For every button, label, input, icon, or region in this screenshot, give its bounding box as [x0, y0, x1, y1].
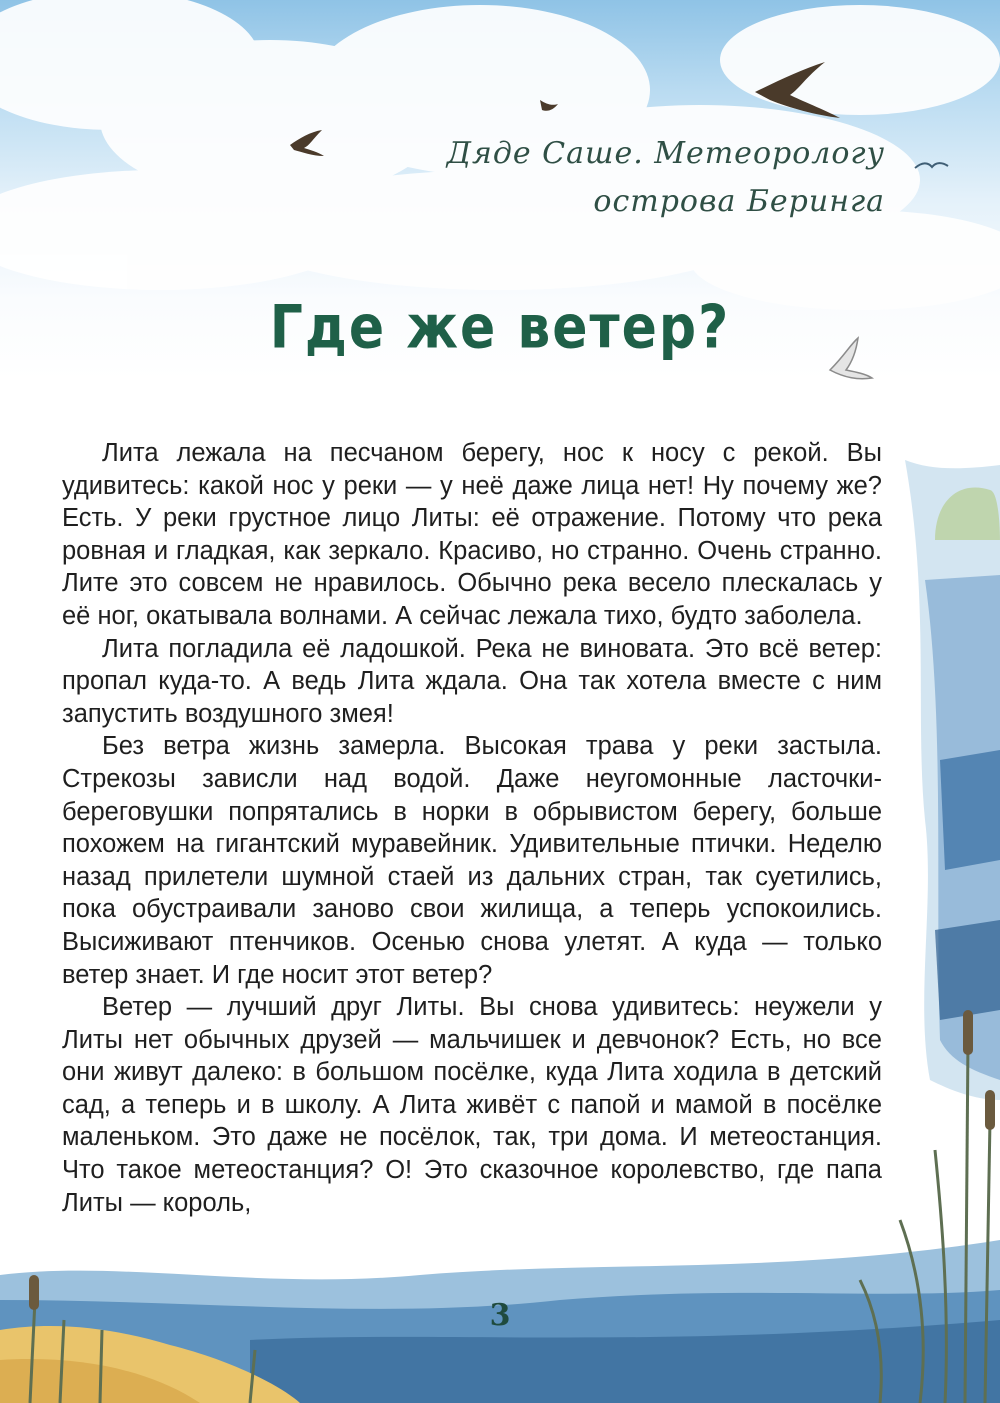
page-number: 3 [489, 1298, 511, 1333]
chapter-text [62, 437, 882, 1219]
paragraph: Без ветра жизнь замерла. Высокая трава у реки застыла. Стрекозы зависли над водой. Даже неугомонные ласточки-береговушки попрятались в норки в обрывистом берегу, больше похожем на гигантский муравейник. Удивительные птички. Неделю назад прилетели шумной стаей из дальних стран, так суетились, пока обустраивали заново свои жилища, а теперь успокоились. Высиживают птенчиков. Осенью снова улетят. А куда — только ветер знает. И где носит этот ветер? [62, 732, 882, 989]
seagull-icon [915, 163, 948, 168]
chapter-title: Где же ветер? [269, 293, 731, 363]
dedication-line: Дяде Саше. Метеорологу [446, 136, 885, 171]
dedication [365, 130, 885, 226]
paragraph: Лита погладила её ладошкой. Река не виновата. Это всё ветер: пропал куда-то. А ведь Лита ждала. Она так хотела вместе с ним запустить воздушного змея! [62, 634, 882, 728]
dedication-line: острова Беринга [593, 184, 885, 219]
paragraph: Лита лежала на песчаном берегу, нос к носу с рекой. Вы удивитесь: какой нос у реки — у неё даже лица нет! Ну почему же? Есть. У реки грустное лицо Литы: её отражение. Потому что река ровная и гладкая, как зеркало. Красиво, но странно. Очень странно. Лите это совсем не нравилось. Обычно река весело плескалась у её ног, окатывала волнами. А сейчас лежала тихо, будто заболела. [62, 439, 882, 630]
river-side [905, 460, 1000, 1100]
paragraph: Ветер — лучший друг Литы. Вы снова удивитесь: неужели у Литы нет обычных друзей — мальчишек и девчонок? Есть, но все они живут далеко: в большом посёлке, куда Лита ходила в детский сад, а теперь и в школу. А Лита живёт с папой и мамой в посёлке маленьком. Это даже не посёлок, так, три дома. И метеостанция. Что такое метеостанция? О! Это сказочное королевство, где папа Литы — король, [62, 993, 882, 1217]
